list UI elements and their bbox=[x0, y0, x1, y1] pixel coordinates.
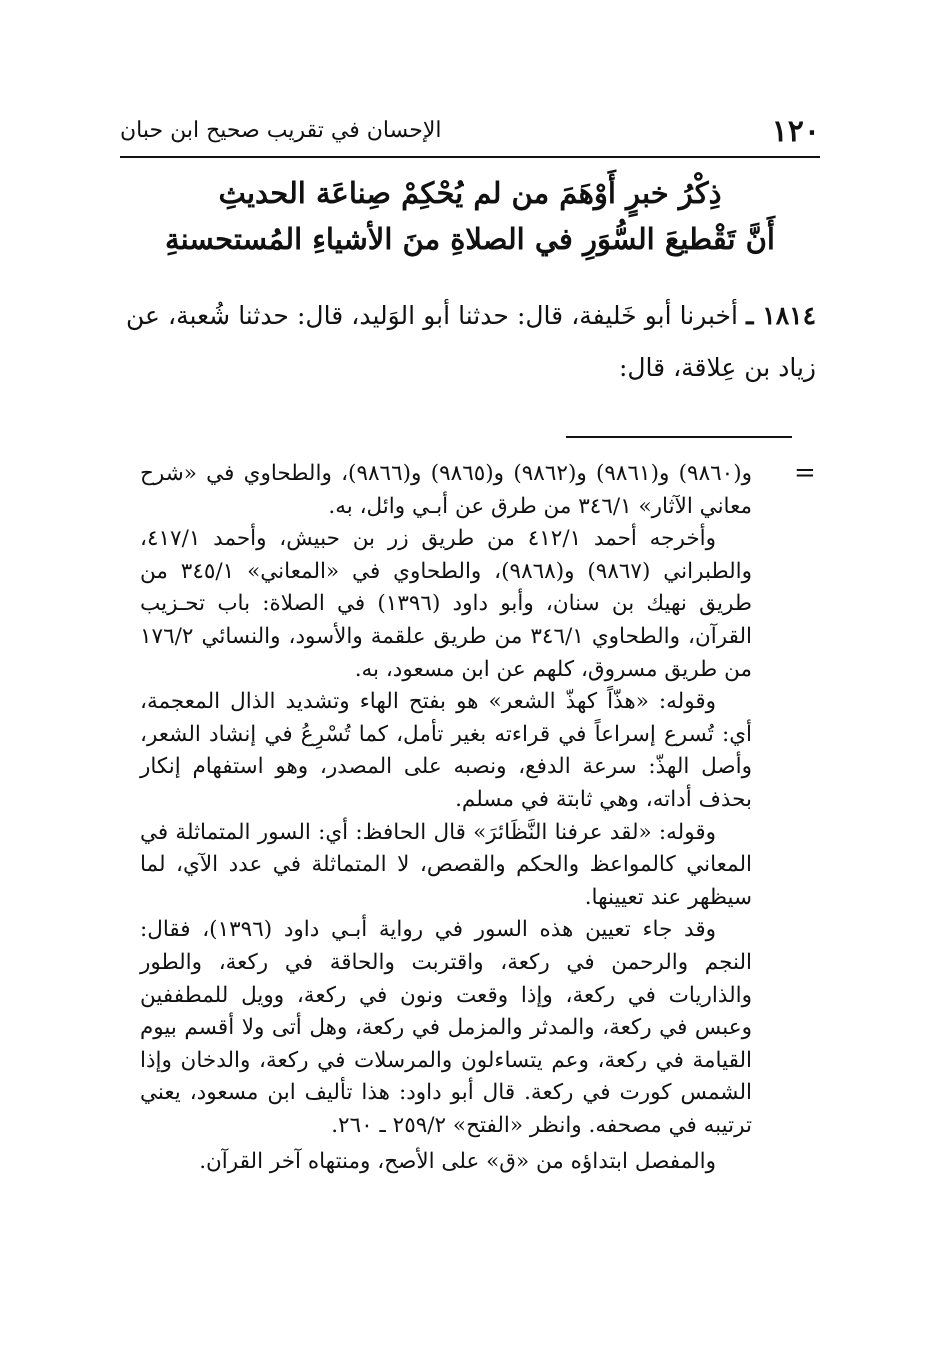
book-title: الإحسان في تقريب صحيح ابن حبان bbox=[120, 118, 442, 143]
footnote-paragraph: وقوله: «هذّاً كهذّ الشعر» هو بفتح الهاء وتشديد الذال المعجمة، أي: تُسرع إسراعاً في قراءته بغير تأمل، كما تُسْرِعُ في إنشاد الشعر، وأصل الهذّ: سرعة الدفع، ونصبه على المصدر، وهو استفهام إنكار بحذف أداته، وهي ثابتة في مسلم. bbox=[140, 689, 752, 812]
page-number: ١٢٠ bbox=[771, 114, 820, 149]
footnote-paragraph: وأخرجه أحمد ٤١٢/١ من طريق زر بن حبيش، وأحمد ٤١٧/١، والطبراني (٩٨٦٧) و(٩٨٦٨)، والطحاوي في «المعاني» ٣٤٥/١ من طريق نهيك بن سنان، وأبو داود (١٣٩٦) في الصلاة: باب تحـزيب القرآن، والطحاوي ٣٤٦/١ من طريق علقمة والأسود، والنسائي ١٧٦/٢ من طريق مسروق، كلهم عن ابن مسعود، به. bbox=[140, 526, 753, 682]
footnote-paragraph: و(٩٨٦٠) و(٩٨٦١) و(٩٨٦٢) و(٩٨٦٥) و(٩٨٦٦)، والطحاوي في «شرح معاني الآثار» ٣٤٦/١ من طرق عن أبـي وائل، به. bbox=[140, 461, 752, 519]
hadith-number: ١٨١٤ ـ bbox=[746, 301, 817, 330]
footnote-paragraph: وقوله: «لقد عرفنا النَّظَائرَ» قال الحافظ: أي: السور المتماثلة في المعاني كالمواعظ والحكم والقصص، لا المتماثلة في عدد الآي، لما سيظهر عند تعيينها. bbox=[140, 819, 752, 910]
chapter-title-line-2: أَنَّ تَقْطيعَ السُّوَرِ في الصلاةِ منَ الأشياءِ المُستحسنةِ bbox=[165, 222, 775, 256]
footnotes bbox=[140, 458, 752, 1179]
continuation-mark: = bbox=[794, 458, 816, 488]
footnote-paragraph: وقد جاء تعيين هذه السور في رواية أبـي داود (١٣٩٦)، فقال: النجم والرحمن في ركعة، واقتربت والحاقة في ركعة، والطور والذاريات في ركعة، وإذا وقعت ونون في ركعة، وويل للمطففين وعبس في ركعة، والمدثر والمزمل في ركعة، وهل أتى ولا أقسم بيوم القيامة في ركعة، وعم يتساءلون والمرسلات في ركعة، والدخان وإذا الشمس كورت في ركعة. قال أبو داود: هذا تأليف ابن مسعود، يعني ترتيبه في مصحفه. وانظر «الفتح» ٢٥٩/٢ ـ ٢٦٠. bbox=[140, 917, 752, 1138]
hadith-isnad: أخبرنا أبو خَليفة، قال: حدثنا أبو الوَليد، قال: حدثنا شُعبة، عن زياد بن عِلاقة، قال: bbox=[126, 301, 816, 382]
header-divider bbox=[120, 156, 820, 158]
chapter-title-line-1: ذِكْرُ خبرٍ أَوْهَمَ من لم يُحْكِمْ صِناعَة الحديثِ bbox=[218, 176, 722, 210]
running-header bbox=[120, 112, 820, 154]
footnote-divider bbox=[566, 436, 792, 438]
hadith-text bbox=[126, 290, 816, 394]
footnote-paragraph: والمفصل ابتداؤه من «ق» على الأصح، ومنتهاه آخر القرآن. bbox=[199, 1149, 716, 1175]
